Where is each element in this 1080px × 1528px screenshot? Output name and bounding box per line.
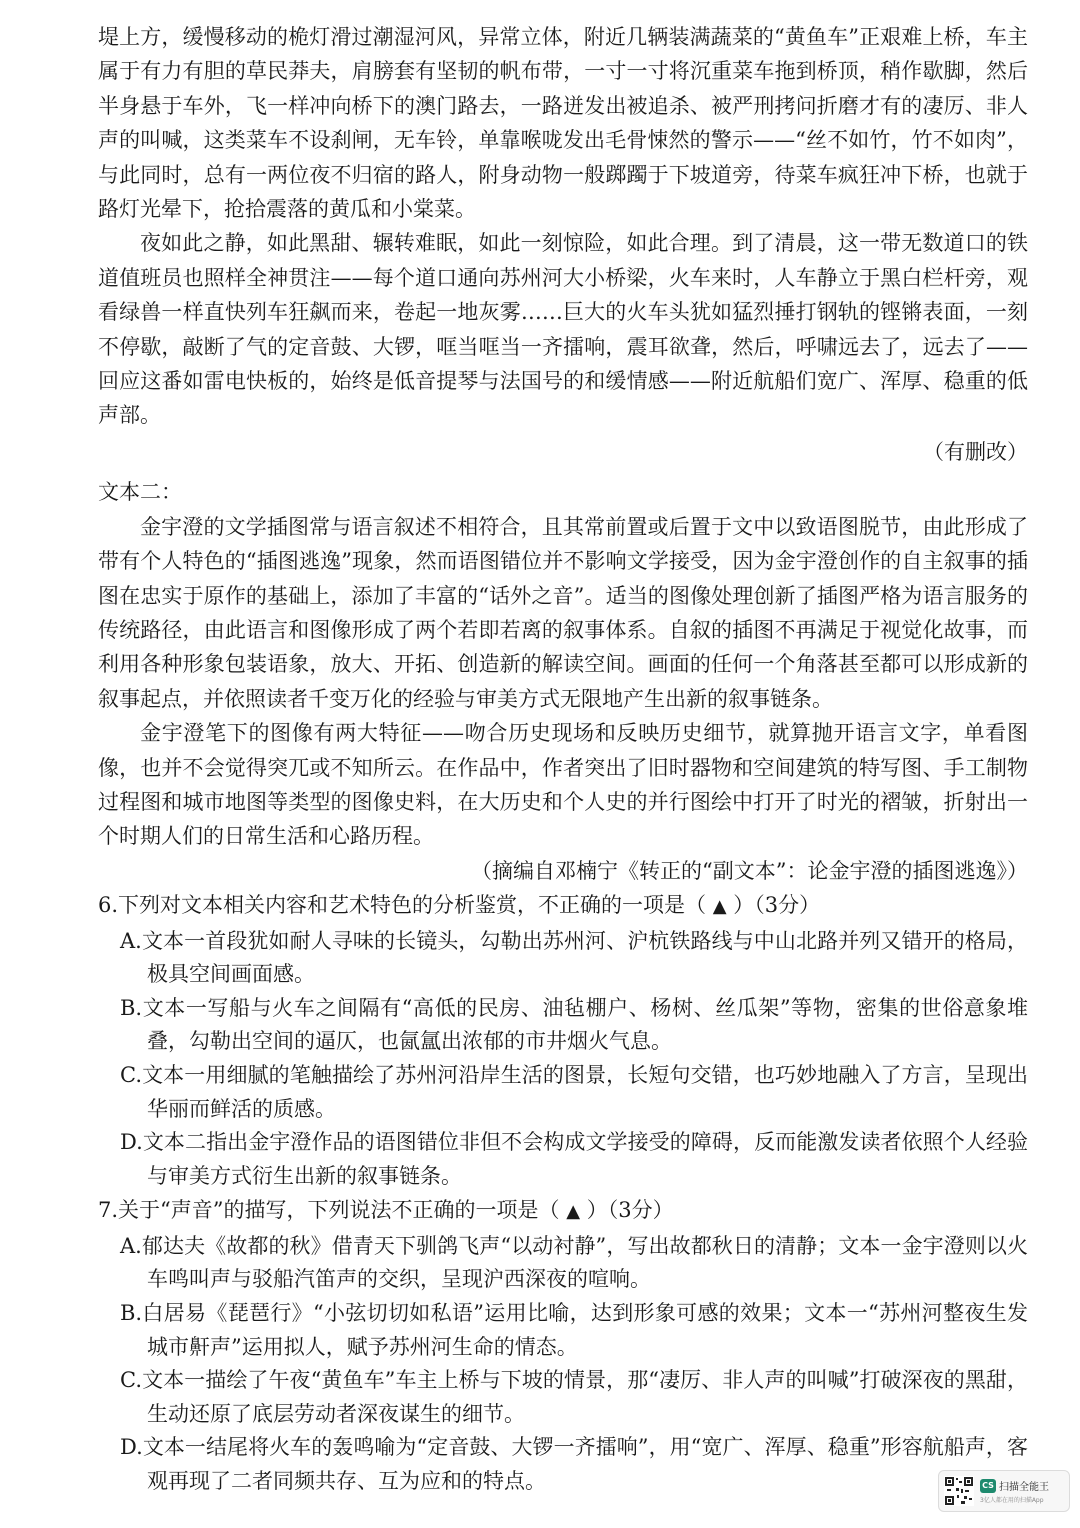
question-6-option-a: A.文本一首段犹如耐人寻味的长镜头，勾勒出苏州河、沪杭铁路线与中山北路并列又错开的格局，极具空间画面感。 <box>120 928 1028 987</box>
exam-page <box>98 20 1028 1498</box>
question-6-stem-text: 6.下列对文本相关内容和艺术特色的分析鉴赏，不正确的一项是（ <box>98 893 707 918</box>
question-7-option-a: A.郁达夫《故都的秋》借青天下驯鸽飞声“以动衬静”，写出故都秋日的清静；文本一金宇澄则以火车鸣叫声与驳船汽笛声的交织，呈现沪西深夜的喧响。 <box>120 1233 1028 1292</box>
text2-heading: 文本二： <box>98 480 182 505</box>
question-7-option-c: C.文本一描绘了午夜“黄鱼车”车主上桥与下坡的情景，那“凄厉、非人声的叫喊”打破深夜的黑甜，生动还原了底层劳动者深夜谋生的细节。 <box>120 1368 1028 1426</box>
question-6-option-c: C.文本一用细腻的笔触描绘了苏州河沿岸生活的图景，长短句交错，也巧妙地融入了方言，呈现出华丽而鲜活的质感。 <box>120 1062 1028 1121</box>
question-6-option-d: D.文本二指出金宇澄作品的语图错位非但不会构成文学接受的障碍，反而能激发读者依照个人经验与审美方式衍生出新的叙事链条。 <box>120 1130 1028 1188</box>
text2-paragraph-2: 金宇澄笔下的图像有两大特征——吻合历史现场和反映历史细节，就算抛开语言文字，单看图像，也并不会觉得突兀或不知所云。在作品中，作者突出了旧时器物和空间建筑的特写图、手工制物过程图和城市地图等类型的图像史料，在大历史和个人史的并行图绘中打开了时光的褶皱，折射出一个时期人们的日常生活和心路历程。 <box>98 721 1028 849</box>
scanner-watermark <box>938 1470 1070 1512</box>
question-7-points: ）（3分） <box>586 1198 674 1223</box>
text1-paragraph-1: 堤上方，缓慢移动的桅灯滑过潮湿河风，异常立体，附近几辆装满蔬菜的“黄鱼车”正艰难上桥，车主属于有力有胆的草民莽夫，肩膀套有坚韧的帆布带，一寸一寸将沉重菜车拖到桥顶，稍作歇脚，然后半身悬于车外，飞一样冲向桥下的澳门路去，一路迸发出被追杀、被严刑拷问折磨才有的凄厉、非人声的叫喊，这类菜车不设刹闸，无车铃，单靠喉咙发出毛骨悚然的警示——“丝不如竹，竹不如肉”，与此同时，总有一两位夜不归宿的路人，附身动物一般踯躅于下坡道旁，待菜车疯狂冲下桥，也就于路灯光晕下，抢拾震落的黄瓜和小棠菜。 <box>98 25 1028 222</box>
answer-blank-triangle-icon: ▲ <box>712 896 727 918</box>
question-6-points: ）（3分） <box>733 893 821 918</box>
question-7-option-d: D.文本一结尾将火车的轰鸣喻为“定音鼓、大锣一齐擂响”，用“宽广、浑厚、稳重”形容航船声，客观再现了二者同频共存、互为应和的特点。 <box>120 1435 1028 1493</box>
camscanner-logo-icon: CS <box>980 1479 996 1493</box>
watermark-title: 扫描全能王 <box>999 1482 1049 1493</box>
text1-note: （有删改） <box>923 439 1028 464</box>
question-6-stem <box>98 888 1028 924</box>
answer-blank-triangle-icon: ▲ <box>566 1201 581 1223</box>
text2-source: （摘编自邓楠宁《转正的“副文本”：论金宇澄的插图逃逸》） <box>471 858 1028 883</box>
question-6-option-b: B.文本一写船与火车之间隔有“高低的民房、油毡棚户、杨树、丝瓜架”等物，密集的世俗意象堆叠，勾勒出空间的逼仄，也氤氲出浓郁的市井烟火气息。 <box>120 995 1028 1054</box>
qr-code-icon <box>944 1476 974 1506</box>
text2-paragraph-1: 金宇澄的文学插图常与语言叙述不相符合，且其常前置或后置于文中以致语图脱节，由此形成了带有个人特色的“插图逃逸”现象，然而语图错位并不影响文学接受，因为金宇澄创作的自主叙事的插图在忠实于原作的基础上，添加了丰富的“话外之音”。适当的图像处理创新了插图严格为语言服务的传统路径，由此语言和图像形成了两个若即若离的叙事体系。自叙的插图不再满足于视觉化故事，而利用各种形象包装语象，放大、开拓、创造新的解读空间。画面的任何一个角落甚至都可以形成新的叙事起点，并依照读者千变万化的经验与审美方式无限地产生出新的叙事链条。 <box>98 514 1028 711</box>
watermark-subtitle: 3亿人都在用的扫描App <box>980 1497 1044 1504</box>
question-7-option-b: B.白居易《琵琶行》“小弦切切如私语”运用比喻，达到形象可感的效果；文本一“苏州河整夜生发城市鼾声”运用拟人，赋予苏州河生命的情态。 <box>120 1300 1028 1359</box>
question-7-stem <box>98 1193 1028 1229</box>
text1-paragraph-2: 夜如此之静，如此黑甜、辗转难眠，如此一刻惊险，如此合理。到了清晨，这一带无数道口的铁道值班员也照样全神贯注——每个道口通向苏州河大小桥梁，火车来时，人车静立于黑白栏杆旁，观看绿兽一样直快列车狂飙而来，卷起一地灰雾……巨大的火车头犹如猛烈捶打钢轨的铿锵表面，一刻不停歇，敲断了气的定音鼓、大锣，哐当哐当一齐擂响，震耳欲聋，然后，呼啸远去了，远去了——回应这番如雷电快板的，始终是低音提琴与法国号的和缓情感——附近航船们宽广、浑厚、稳重的低声部。 <box>98 231 1028 428</box>
question-7-stem-text: 7.关于“声音”的描写，下列说法不正确的一项是（ <box>98 1198 560 1223</box>
